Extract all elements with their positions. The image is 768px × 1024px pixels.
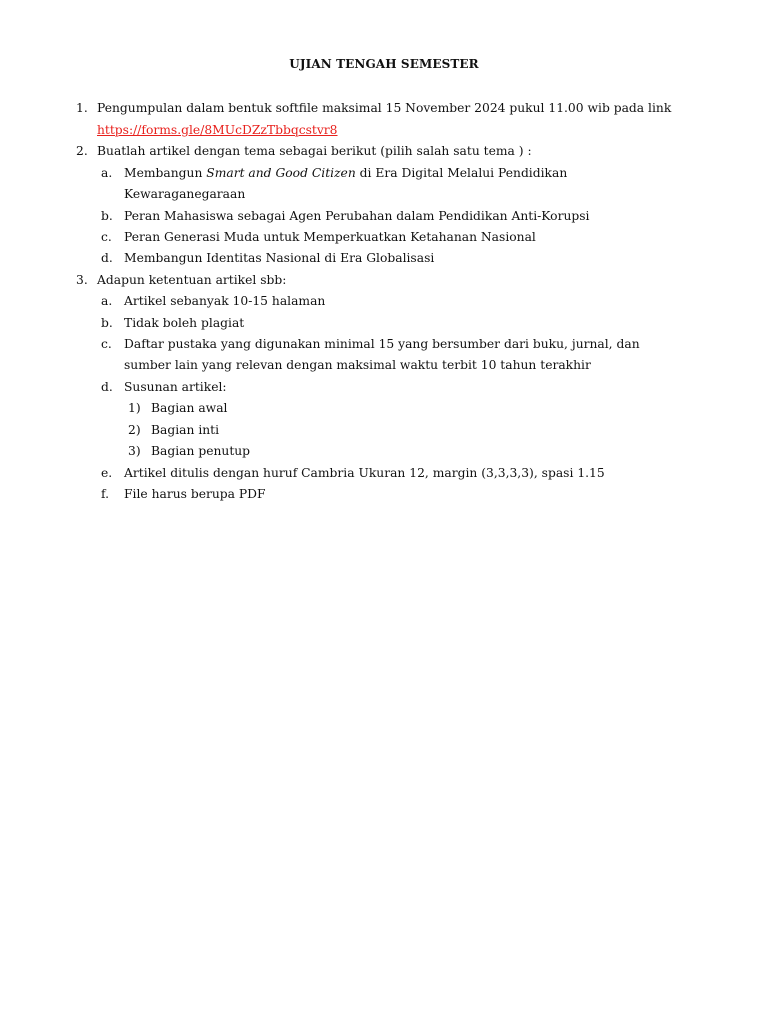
rule-f-letter: f. (101, 487, 110, 501)
submission-link[interactable]: https://forms.gle/8MUcDZzTbbqcstvr8 (97, 123, 338, 137)
rule-f-text: File harus berupa PDF (124, 487, 266, 501)
item-2-number: 2. (76, 144, 88, 158)
theme-d-letter: d. (101, 251, 113, 265)
rule-e-letter: e. (101, 466, 113, 480)
structure-2-number: 2) (128, 423, 141, 437)
structure-3-number: 3) (128, 444, 141, 458)
rule-c-letter: c. (101, 337, 112, 351)
theme-c-letter: c. (101, 230, 112, 244)
rule-c-text: Daftar pustaka yang digunakan minimal 15 yang bersumber dari buku, jurnal, dan (124, 337, 640, 351)
theme-a-italic: Smart and Good Citizen (206, 166, 356, 180)
structure-2-text: Bagian inti (151, 423, 220, 437)
item-2-text: Buatlah artikel dengan tema sebagai berikut (pilih salah satu tema ) : (97, 144, 532, 158)
rule-c-line2: sumber lain yang relevan dengan maksimal waktu terbit 10 tahun terakhir (124, 358, 591, 372)
item-3-number: 3. (76, 273, 88, 287)
rule-b-letter: b. (101, 316, 113, 330)
theme-a-post: di Era Digital Melalui Pendidikan (355, 166, 568, 180)
item-1-text: Pengumpulan dalam bentuk softfile maksimal 15 November 2024 pukul 11.00 wib pada link (97, 101, 672, 115)
theme-a-line2: Kewaraganegaraan (124, 187, 246, 201)
item-3-text: Adapun ketentuan artikel sbb: (97, 273, 287, 287)
theme-b-letter: b. (101, 209, 113, 223)
rule-b-text: Tidak boleh plagiat (124, 316, 245, 330)
document-title: UJIAN TENGAH SEMESTER (289, 57, 479, 71)
theme-a-text (124, 165, 567, 181)
theme-a-letter: a. (101, 166, 113, 180)
theme-c-text: Peran Generasi Muda untuk Memperkuatkan Ketahanan Nasional (124, 230, 536, 244)
theme-d-text: Membangun Identitas Nasional di Era Globalisasi (124, 251, 435, 265)
rule-a-letter: a. (101, 294, 113, 308)
theme-a-pre: Membangun (124, 166, 207, 180)
theme-b-text: Peran Mahasiswa sebagai Agen Perubahan dalam Pendidikan Anti-Korupsi (124, 209, 590, 223)
rule-d-text: Susunan artikel: (124, 380, 227, 394)
item-1-number: 1. (76, 101, 88, 115)
structure-1-number: 1) (128, 401, 141, 415)
rule-d-letter: d. (101, 380, 113, 394)
rule-e-text: Artikel ditulis dengan huruf Cambria Ukuran 12, margin (3,3,3,3), spasi 1.15 (124, 466, 605, 480)
structure-1-text: Bagian awal (151, 401, 228, 415)
structure-3-text: Bagian penutup (151, 444, 251, 458)
rule-a-text: Artikel sebanyak 10-15 halaman (124, 294, 326, 308)
